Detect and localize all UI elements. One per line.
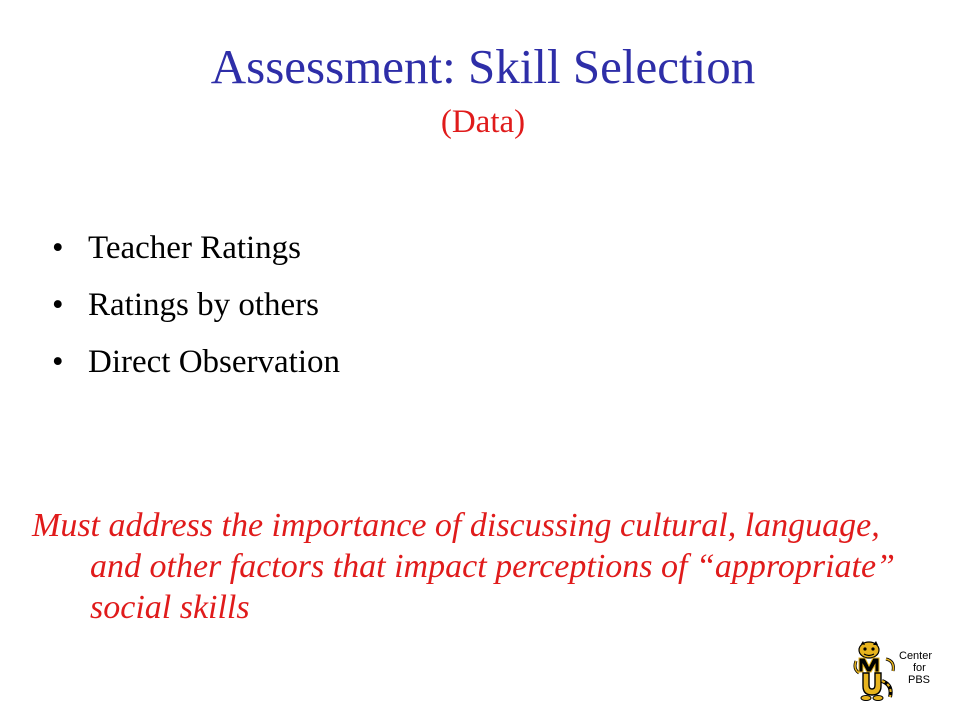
bullet-text: Teacher Ratings xyxy=(88,230,302,266)
bullet-item xyxy=(52,336,340,393)
bullet-list xyxy=(52,222,340,393)
bullet-dot-icon: • xyxy=(52,344,64,380)
logo-text-line-2: for xyxy=(913,662,926,674)
logo-text-line-1: Center xyxy=(899,650,933,662)
logo-text-line-3: PBS xyxy=(908,674,931,686)
bullet-text: Ratings by others xyxy=(88,287,319,323)
note-text: Must address the importance of discussing cultural, language, and other factors that impact perceptions of “appropriate” social skills xyxy=(32,507,895,626)
bullet-item xyxy=(52,222,340,279)
center-for-pbs-logo xyxy=(853,641,945,701)
slide-subtitle: (Data) xyxy=(440,104,526,140)
logo-text xyxy=(899,650,947,686)
tiger-mascot-mu-logo-icon xyxy=(853,641,899,701)
bullet-dot-icon: • xyxy=(52,287,64,323)
bullet-text: Direct Observation xyxy=(88,344,340,380)
slide-title: Assessment: Skill Selection xyxy=(210,39,756,94)
bullet-item xyxy=(52,279,340,336)
bullet-dot-icon: • xyxy=(52,230,64,266)
